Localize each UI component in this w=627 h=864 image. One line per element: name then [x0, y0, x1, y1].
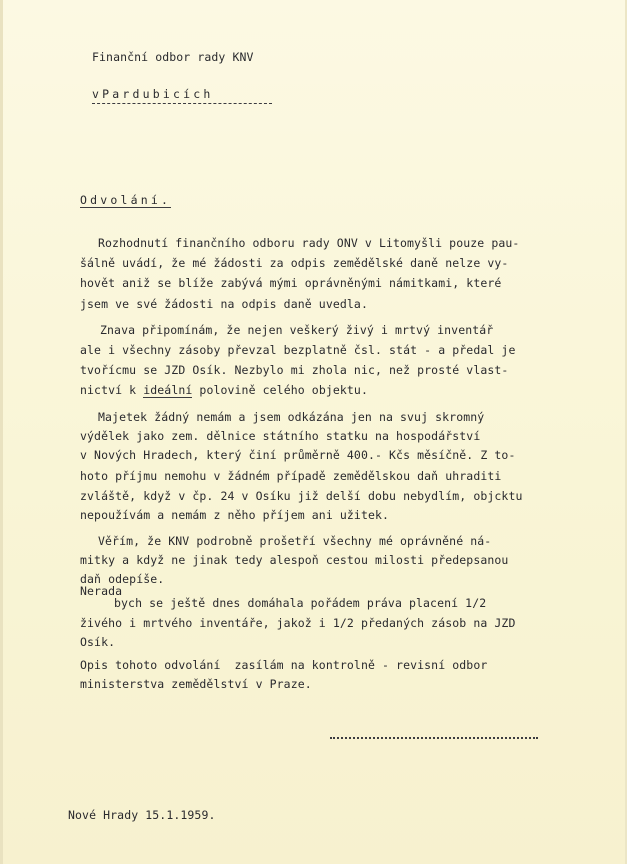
- place-date: Nové Hrady 15.1.1959.: [68, 808, 216, 822]
- p6-line-2: ministerstva zemědělství v Praze.: [80, 677, 312, 691]
- p2-line-4: nictví k ideální polovině celého objektu.: [80, 383, 368, 397]
- p3-line-5: zvláště, když v čp. 24 v Osíku již delší dobu nebydlím, objcktu: [80, 489, 523, 503]
- p5-line-2: bych se ještě dnes domáhala pořádem práva placení 1/2: [114, 596, 487, 610]
- p5-line-3: živého i mrtvého inventáře, jakož i 1/2 předaných zásob na JZD: [80, 616, 516, 630]
- p3-line-4: hoto příjmu nemohu v žádném případě zemědělskou daň uhraditi: [80, 469, 502, 483]
- p4-line-3: daň odepíše.: [80, 572, 165, 586]
- p3-line-2: výdělek jako zem. dělnice státního statku na hospodářství: [80, 429, 481, 443]
- recipient-line-1: Finanční odbor rady KNV: [92, 50, 254, 64]
- p1-line-3: hovět aniž se blíže zabývá mými oprávněnými námitkami, které: [80, 276, 502, 290]
- p6-line-1: Opis tohoto odvolání zasílám na kontrolně - revisní odbor: [80, 658, 488, 672]
- p1-line-4: jsem ve své žádosti na odpis daně uvedla.: [80, 297, 368, 311]
- recipient-underline: [92, 103, 272, 104]
- p1-line-2: šálně uvádí, že mé žádosti za odpis zemědělské daně nelze vy-: [80, 256, 509, 270]
- p3-line-3: v Nových Hradech, který činí průměrně 400.- Kčs měsíčně. Z to-: [80, 448, 516, 462]
- p5-line-1: Nerada: [80, 584, 123, 598]
- p5-line-4: Osík.: [80, 635, 116, 649]
- p3-line-6: nepoužívám a nemám z něho příjem ani užitek.: [80, 508, 390, 522]
- p2-line-1: Znava připomínám, že nejen veškerý živý i mrtvý inventář: [100, 323, 494, 337]
- p3-line-1: Majetek žádný nemám a jsem odkázána jen na svuj skromný: [98, 410, 485, 424]
- page-edge-left: [0, 0, 3, 864]
- signature-line: [330, 737, 538, 739]
- p4-line-2: mitky a když ne jinak tedy alespoň cestou milosti předepsanou: [80, 553, 509, 567]
- p4-line-1: Věřím, že KNV podrobně prošetří všechny mé oprávněné ná-: [98, 534, 492, 548]
- recipient-line-2: vPardubicích: [92, 87, 214, 101]
- underlined-word: ideální: [143, 383, 193, 397]
- p1-line-1: Rozhodnutí finančního odboru rady ONV v Litomyšli pouze pau-: [98, 236, 520, 250]
- document-title: Odvolání.: [80, 193, 172, 207]
- p2-line-2: ale i všechny zásoby převzal bezplatně čsl. stát - a předal je: [80, 343, 516, 357]
- p2-line-3: tvořícmu se JZD Osík. Nezbylo mi zhola nic, než prosté vlast-: [80, 363, 509, 377]
